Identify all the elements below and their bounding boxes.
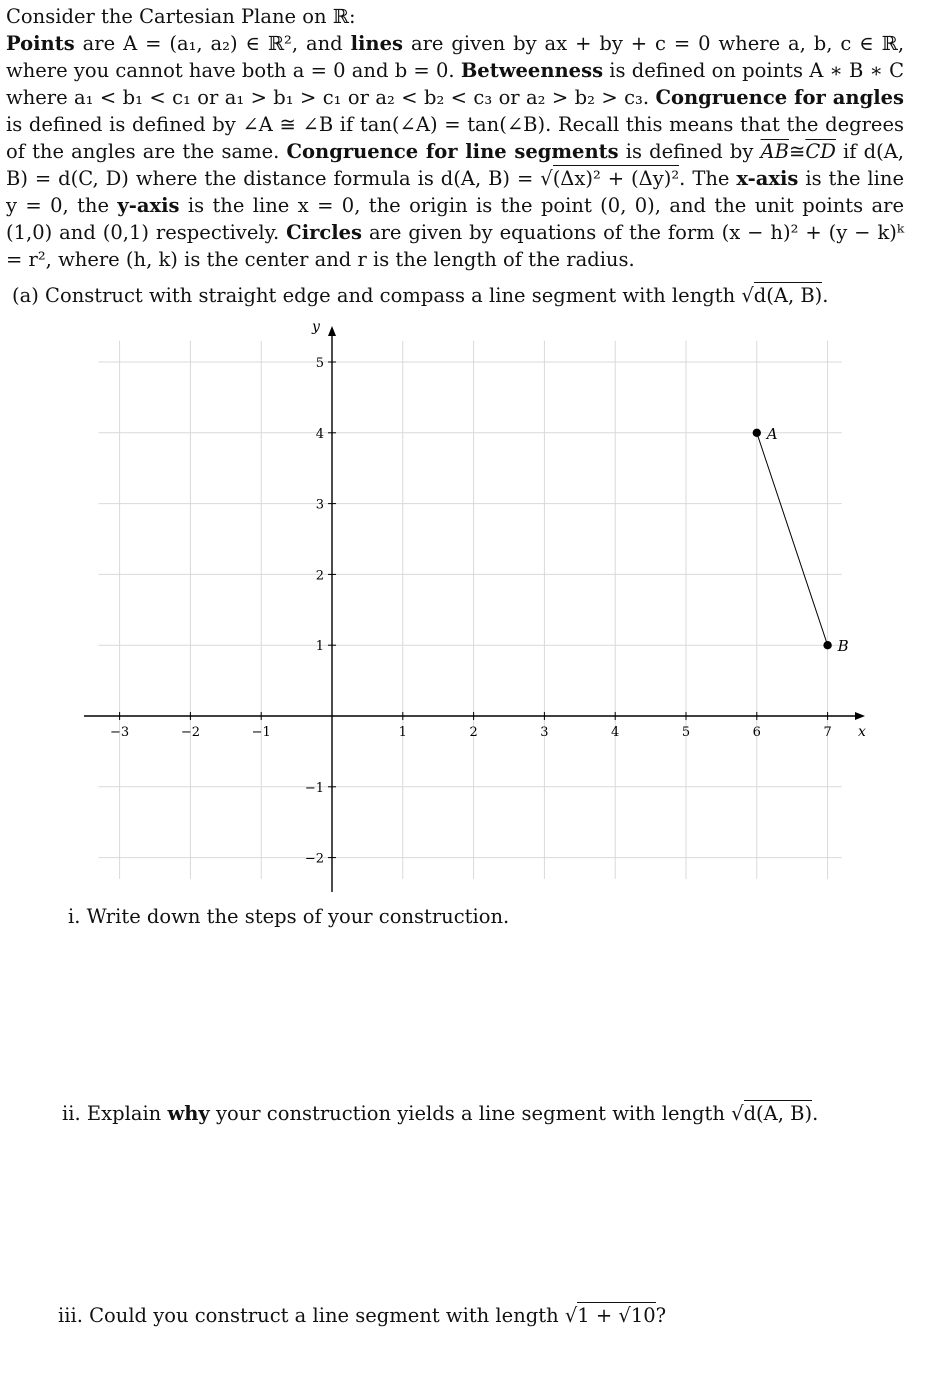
segment-ab-line — [757, 433, 828, 645]
x-tick-label: 6 — [752, 725, 761, 740]
plot-marks — [753, 425, 849, 655]
congruence-segments-pre: is defined by — [625, 140, 754, 163]
q3-radicand-a: 1 + — [577, 1304, 613, 1327]
q3-outer-radicand: 1 + √10 — [577, 1304, 656, 1327]
question-iii: iii. Could you construct a line segment with length √1 + √10? — [58, 1304, 667, 1327]
q3-pre: iii. Could you construct a line segment with length — [58, 1304, 559, 1327]
congruence-segments-post: if d(A, B) = d(C, D) where the distance formula is d(A, B) = — [6, 140, 904, 190]
point-b — [823, 641, 831, 649]
part-a-prompt: (a) Construct with straight edge and compass a line segment with length √d(A, B). — [12, 284, 829, 307]
segment-ab: $\overline{AB}$ — [760, 140, 789, 163]
x-tick-label: 2 — [469, 725, 478, 740]
point-label-a: A — [766, 424, 778, 443]
distance-radicand: (Δx)² + (Δy)² — [552, 167, 680, 190]
question-ii: ii. Explain why your construction yields a line segment with length √d(A, B). — [62, 1102, 819, 1125]
part-a-label: (a) — [12, 284, 39, 307]
x-tick-label: 4 — [611, 725, 620, 740]
part-a-end: . — [822, 284, 829, 307]
intro-text: Consider the Cartesian Plane on ℝ: — [6, 5, 356, 28]
congruent-symbol: ≅ — [788, 140, 806, 163]
circles-label: Circles — [286, 221, 363, 244]
yaxis-label: y-axis — [117, 194, 180, 217]
x-tick-label: −3 — [110, 725, 130, 740]
part-a-radicand: d(A, B) — [753, 284, 823, 307]
congruence-segments-label: Congruence for line segments — [286, 140, 619, 163]
points-text: are A = (a₁, a₂) ∈ ℝ², and — [82, 32, 343, 55]
x-tick-label: 1 — [398, 725, 407, 740]
y-tick-label: 4 — [315, 426, 324, 442]
q3-radicand-b: 10 — [630, 1304, 656, 1327]
y-tick-label: 2 — [315, 568, 324, 584]
points-label: Points — [6, 32, 75, 55]
xaxis-text: is the line y = 0, the — [6, 167, 905, 217]
lines-label: lines — [350, 32, 403, 55]
x-axis-arrow — [855, 712, 865, 720]
y-axis-arrow — [328, 326, 336, 336]
xaxis-label: x-axis — [736, 167, 799, 190]
congruence-angles-label: Congruence for angles — [655, 86, 905, 109]
x-tick-label: −1 — [251, 725, 271, 740]
question-i: i. Write down the steps of your construction. — [68, 905, 510, 928]
x-axis-label: x — [858, 724, 866, 740]
betweenness-text: is defined on points A ∗ B ∗ C where a₁ < b₁ < c₁ or a₁ > b₁ > c₁ or a₂ < b₂ < c₃ or a₂ > b₂ > c₃. — [6, 59, 904, 109]
point-a — [753, 429, 761, 437]
yaxis-text: is the line x = 0, the origin is the point (0, 0), and the unit points are (1,0) and (0,1) respectively. — [6, 194, 904, 244]
x-tick-label: 3 — [540, 725, 549, 740]
segment-cd: $\overline{CD}$ — [805, 140, 836, 163]
circles-text: are given by equations of the form (x − h)² + (y − k)ᵏ = r², where (h, k) is the center and r is the length of the radius. — [6, 221, 904, 271]
q2-end: . — [812, 1102, 819, 1125]
y-tick-label: 5 — [315, 356, 324, 371]
q3-end: ? — [655, 1304, 667, 1327]
x-tick-label: 7 — [823, 725, 832, 740]
betweenness-label: Betweenness — [460, 59, 604, 82]
y-axis-label: y — [312, 319, 320, 335]
q2-pre: ii. Explain — [62, 1102, 162, 1125]
congruence-angles-text: is defined is defined by ∠A ≅ ∠B if tan(∠A) = tan(∠B). Recall this means that the degrees of the angles are the same. — [6, 113, 904, 163]
after-distance: . The — [679, 167, 730, 190]
x-tick-label: −2 — [180, 725, 200, 740]
y-tick-label: 1 — [315, 639, 324, 655]
grid-lines — [98, 341, 841, 879]
lines-text: are given by ax + by + c = 0 where a, b, c ∈ ℝ, where you cannot have both a = 0 and b = 0. — [6, 32, 905, 82]
x-tick-label: 5 — [681, 725, 691, 740]
y-tick-label: 3 — [315, 497, 324, 513]
y-tick-label: −2 — [304, 851, 324, 867]
part-a-text: Construct with straight edge and compass a line segment with length — [45, 284, 736, 307]
q2-bold: why — [167, 1102, 210, 1125]
axes — [84, 319, 866, 892]
point-label-b: B — [837, 637, 849, 656]
y-tick-label: −1 — [304, 780, 324, 796]
definitions-paragraph: Points are A = (a₁, a₂) ∈ ℝ², and lines are given by ax + by + c = 0 where a, b, c ∈ ℝ, where you cannot have both a = 0 and b = 0. Betweenness is defined on points A ∗ B ∗ C where a₁ < b₁ < c₁ or a₁ > b₁ > c₁ or a₂ < b₂ < c₃ or a₂ > b₂ > c₃. Congruence for angles is defined is defined by ∠A ≅ ∠B if tan(∠A) = tan(∠B). Recall this means that the degrees of the angles are the same. Congruence for line segments is defined by $\overline{AB}≅\overline{CD}$ if d(A, B) = d(C, D) where the distance formula is d(A, B) = √(Δx)² + (Δy)². The x-axis is the line y = 0, the y-axis is the line x = 0, the origin is the point (0, 0), and the unit points are (1,0) and (0,1) respectively. Circles are given by equations of the form (x − h)² + (y − k)ᵏ = r², where (h, k) is the center and r is the length of the radius. — [6, 32, 905, 271]
q2-radicand: d(A, B) — [743, 1102, 813, 1125]
q2-post: your construction yields a line segment with length — [215, 1102, 725, 1125]
